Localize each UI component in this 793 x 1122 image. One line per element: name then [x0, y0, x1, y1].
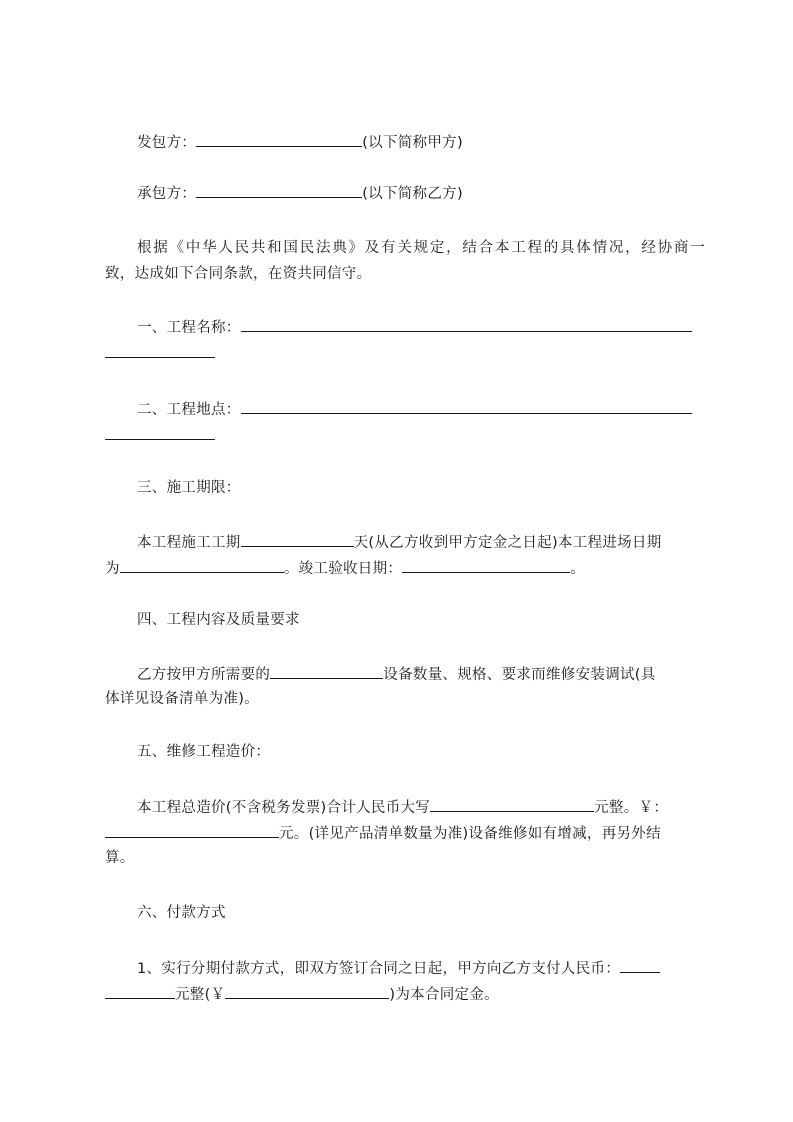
duration-text: 本工程施工工期 [137, 535, 241, 551]
duration-text-2: 天(从乙方收到甲方定金之日起)本工程进场日期 [353, 535, 662, 551]
party-a-line [105, 131, 737, 153]
price-text: 本工程总造价(不含税务发票)合计人民币大写 [137, 800, 431, 816]
deposit-text-2: )为本合同定金。 [389, 987, 499, 1003]
section-4-para-2: 体详见设备清单为准)。 [105, 691, 259, 707]
section-6-title: 六、付款方式 [137, 905, 226, 921]
party-b-suffix: (以下简称乙方) [362, 186, 463, 202]
party-a-suffix: (以下简称甲方) [362, 135, 463, 151]
party-b-label: 承包方： [137, 186, 197, 202]
section-3-para-2 [105, 557, 705, 579]
content-text-2: 设备数量、规格、要求而维修安装调试(具 [383, 667, 656, 683]
content-text: 乙方按甲方所需要的 [137, 667, 271, 683]
section-3-para-1 [105, 531, 737, 553]
section-2-continuation [105, 424, 705, 446]
section-4-title: 四、工程内容及质量要求 [137, 612, 300, 628]
acceptance-date-label: 。竣工验收日期： [283, 561, 403, 577]
project-name-blank[interactable] [241, 316, 692, 332]
section-5-para-1 [105, 796, 737, 818]
party-a-label: 发包方： [137, 135, 197, 151]
section-2-label: 二、工程地点： [137, 402, 241, 418]
section-4-para-1 [105, 663, 737, 685]
price-words-blank[interactable] [430, 796, 594, 812]
deposit-number-blank[interactable] [225, 983, 389, 999]
deposit-words-blank[interactable] [620, 957, 660, 973]
preamble-line-2: 致，达成如下合同条款，在资共同信守。 [105, 266, 372, 282]
project-name-blank-cont[interactable] [105, 342, 215, 358]
section-1-label: 一、工程名称： [137, 320, 241, 336]
acceptance-date-blank[interactable] [402, 557, 570, 573]
section-6-para-2 [105, 983, 705, 1005]
section-5-para-2 [105, 822, 705, 844]
entry-date-blank[interactable] [120, 557, 284, 573]
section-2-line [105, 398, 737, 420]
payment-text: 1、实行分期付款方式，即双方签订合同之日起，甲方向乙方支付人民币： [137, 961, 621, 977]
section-5-title: 五、维修工程造价： [137, 744, 271, 760]
party-b-blank[interactable] [196, 182, 362, 198]
section-6-para-1 [105, 957, 737, 979]
price-text-2: 元整。￥： [594, 800, 669, 816]
section-1-line [105, 316, 737, 338]
project-location-blank[interactable] [241, 398, 692, 414]
section-1-continuation [105, 342, 705, 364]
party-a-blank[interactable] [196, 131, 362, 147]
deposit-text: 元整(￥ [175, 987, 226, 1003]
acceptance-date-end: 。 [570, 561, 586, 577]
entry-date-prefix: 为 [105, 561, 120, 577]
party-b-line [105, 182, 737, 204]
section-5-para-3: 算。 [105, 850, 135, 866]
project-location-blank-cont[interactable] [105, 424, 215, 440]
equipment-blank[interactable] [270, 663, 383, 679]
section-3-title: 三、施工期限： [137, 480, 241, 496]
preamble-line-1: 根据《中华人民共和国民法典》及有关规定，结合本工程的具体情况，经协商一 [137, 240, 705, 256]
price-number-blank[interactable] [105, 822, 279, 838]
deposit-words-blank-cont[interactable] [105, 983, 175, 999]
duration-days-blank[interactable] [241, 531, 354, 547]
price-text-3: 元。(详见产品清单数量为准)设备维修如有增减，再另外结 [279, 826, 661, 842]
